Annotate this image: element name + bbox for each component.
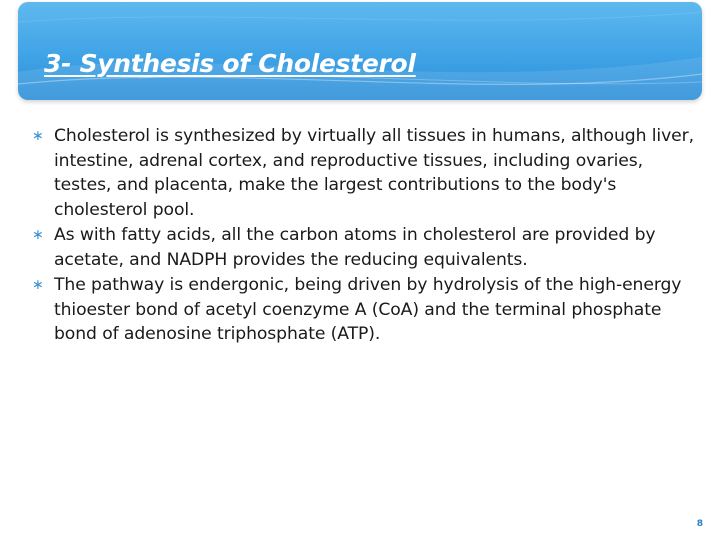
title-banner (18, 2, 702, 100)
list-item (30, 124, 700, 222)
bullet-star-icon: ∗ (32, 227, 44, 243)
slide-title: 3- Synthesis of Cholesterol (44, 49, 416, 78)
bullet-text: Cholesterol is synthesized by virtually all tissues in humans, although liver, intestine, adrenal cortex, and reproductive tissues, including ovaries, testes, and placenta, make the largest contributions to the body's cholesterol pool. (54, 126, 694, 220)
bullet-star-icon: ∗ (32, 128, 44, 144)
page-number: 8 (696, 519, 703, 529)
list-item (30, 273, 700, 347)
bullet-text: As with fatty acids, all the carbon atoms in cholesterol are provided by acetate, and NADPH provides the reducing equivalents. (54, 225, 656, 270)
bullet-star-icon: ∗ (32, 277, 44, 293)
bullet-text: The pathway is endergonic, being driven by hydrolysis of the high-energy thioester bond of acetyl coenzyme A (CoA) and the terminal phosphate bond of adenosine triphosphate (ATP). (54, 275, 682, 344)
bullet-list (30, 124, 700, 348)
list-item (30, 223, 700, 272)
